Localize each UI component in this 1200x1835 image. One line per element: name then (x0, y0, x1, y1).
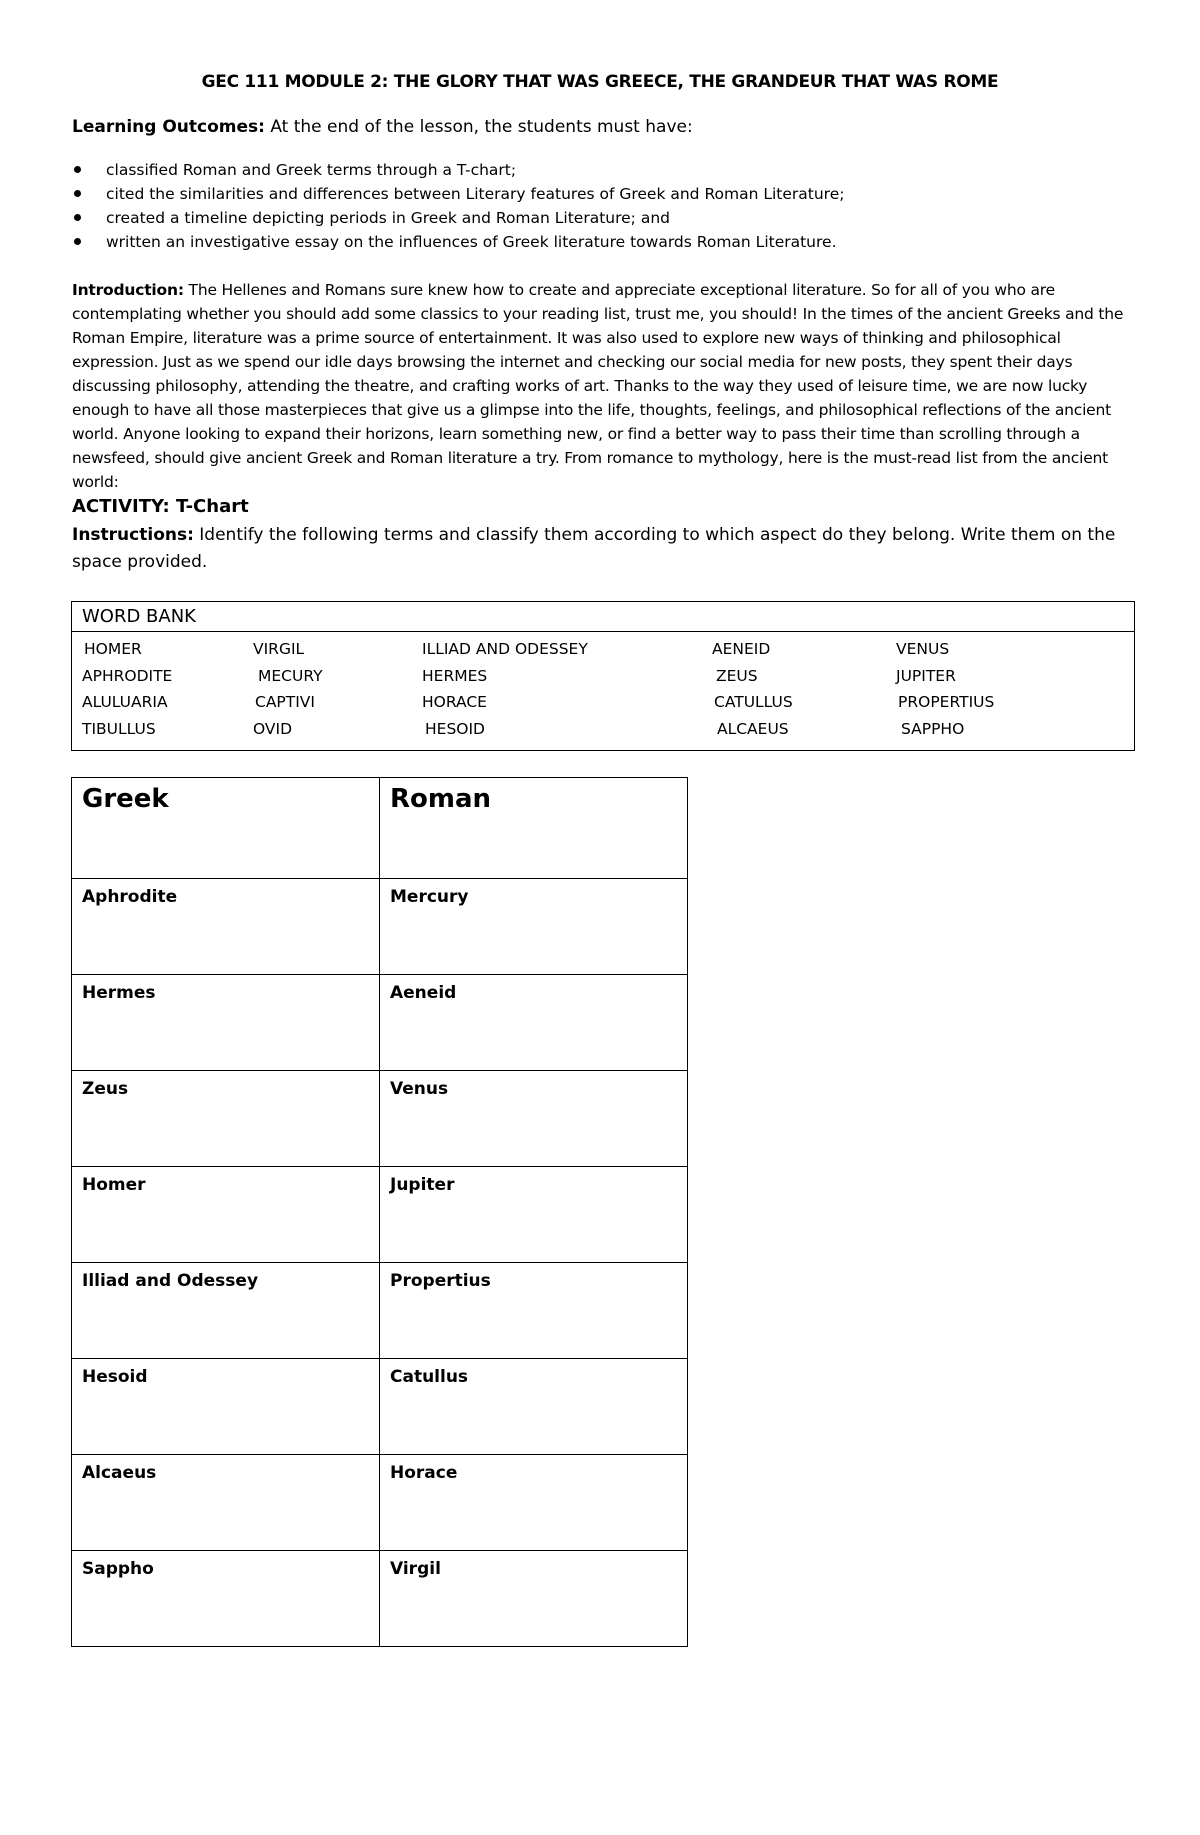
roman-cell: Horace (380, 1455, 688, 1551)
table-row (72, 1551, 688, 1647)
word-bank-term: MECURY (258, 666, 323, 685)
word-bank-row (72, 663, 1134, 690)
roman-cell: Propertius (380, 1263, 688, 1359)
learning-outcomes-text: At the end of the lesson, the students must have: (264, 117, 693, 137)
word-bank-term: SAPPHO (901, 719, 965, 738)
word-bank-term: APHRODITE (82, 666, 173, 685)
word-bank-term: CAPTIVI (255, 693, 315, 711)
page-title: GEC 111 MODULE 2: THE GLORY THAT WAS GREECE, THE GRANDEUR THAT WAS ROME (201, 72, 999, 92)
greek-cell: Sappho (72, 1551, 380, 1647)
table-row (72, 1455, 688, 1551)
word-bank-term: CATULLUS (714, 693, 793, 711)
t-chart-header-row (72, 778, 688, 879)
table-row (72, 1167, 688, 1263)
instructions-label: Instructions: (72, 525, 194, 545)
roman-cell: Venus (380, 1071, 688, 1167)
list-item: written an investigative essay on the influences of Greek literature towards Roman Literature. (72, 230, 1112, 254)
word-bank-term: JUPITER (896, 666, 956, 685)
introduction-text: The Hellenes and Romans sure knew how to create and appreciate exceptional literature. So for all of you who are contemplating whether you should add some classics to your reading list, trust me, you should! In the times of the ancient Greeks and the Roman Empire, literature was a prime source of entertainment. It was also used to explore new ways of thinking and philosophical expression. Just as we spend our idle days browsing the internet and checking our social media for new posts, they spent their days discussing philosophy, attending the theatre, and crafting works of art. Thanks to the way they used of leisure time, we are now lucky enough to have all those masterpieces that give us a glimpse into the life, thoughts, feelings, and philosophical reflections of the ancient world. Anyone looking to expand their horizons, learn something new, or find a better way to pass their time than scrolling through a newsfeed, should give ancient Greek and Roman literature a try. From romance to mythology, here is the must-read list from the ancient world: (72, 281, 1124, 491)
introduction-label: Introduction: (72, 281, 184, 299)
word-bank-term: ILLIAD AND ODESSEY (422, 640, 588, 658)
instructions-text: Identify the following terms and classify them according to which aspect do they belong. Write them on the space provided. (72, 525, 1116, 572)
word-bank-term: ALULUARIA (82, 693, 168, 711)
column-header-greek: Greek (72, 778, 380, 879)
table-row (72, 1359, 688, 1455)
greek-cell: Illiad and Odessey (72, 1263, 380, 1359)
greek-cell: Alcaeus (72, 1455, 380, 1551)
word-bank-term: HORACE (422, 693, 487, 711)
learning-outcomes-heading (72, 117, 693, 137)
roman-cell: Jupiter (380, 1167, 688, 1263)
word-bank-term: AENEID (712, 640, 771, 658)
bullet-icon (74, 238, 81, 245)
roman-cell: Aeneid (380, 975, 688, 1071)
greek-cell: Hesoid (72, 1359, 380, 1455)
word-bank-row (72, 716, 1134, 743)
greek-cell: Hermes (72, 975, 380, 1071)
table-row (72, 975, 688, 1071)
t-chart-table (71, 777, 688, 1647)
word-bank-box (71, 601, 1135, 751)
word-bank-term: PROPERTIUS (898, 693, 995, 711)
table-row (72, 1071, 688, 1167)
learning-outcomes-label: Learning Outcomes: (72, 117, 265, 137)
table-row (72, 879, 688, 975)
word-bank-term: HERMES (422, 666, 488, 685)
list-item: classified Roman and Greek terms through a T-chart; (72, 158, 1112, 182)
word-bank-term: ALCAEUS (717, 719, 789, 738)
word-bank-term: VENUS (896, 640, 950, 658)
greek-cell: Homer (72, 1167, 380, 1263)
list-item: cited the similarities and differences between Literary features of Greek and Roman Literature; (72, 182, 1112, 206)
roman-cell: Virgil (380, 1551, 688, 1647)
word-bank-row (72, 689, 1134, 716)
column-header-roman: Roman (380, 778, 688, 879)
word-bank-term: TIBULLUS (82, 719, 156, 738)
roman-cell: Catullus (380, 1359, 688, 1455)
word-bank-term: HOMER (84, 640, 142, 658)
introduction-paragraph (72, 278, 1134, 494)
list-item: created a timeline depicting periods in Greek and Roman Literature; and (72, 206, 1112, 230)
bullet-icon (74, 214, 81, 221)
word-bank-title: WORD BANK (72, 602, 1134, 632)
learning-outcomes-list (72, 158, 1112, 254)
word-bank-row (72, 636, 1134, 663)
table-row (72, 1263, 688, 1359)
activity-heading: ACTIVITY: T-Chart (72, 496, 249, 517)
bullet-icon (74, 166, 81, 173)
bullet-icon (74, 190, 81, 197)
word-bank-term: ZEUS (716, 666, 758, 685)
word-bank-term: OVID (253, 719, 293, 738)
greek-cell: Zeus (72, 1071, 380, 1167)
word-bank-term: HESOID (425, 719, 485, 738)
roman-cell: Mercury (380, 879, 688, 975)
instructions-paragraph (72, 522, 1132, 576)
word-bank-term: VIRGIL (253, 640, 305, 658)
greek-cell: Aphrodite (72, 879, 380, 975)
word-bank-grid (72, 636, 1134, 742)
